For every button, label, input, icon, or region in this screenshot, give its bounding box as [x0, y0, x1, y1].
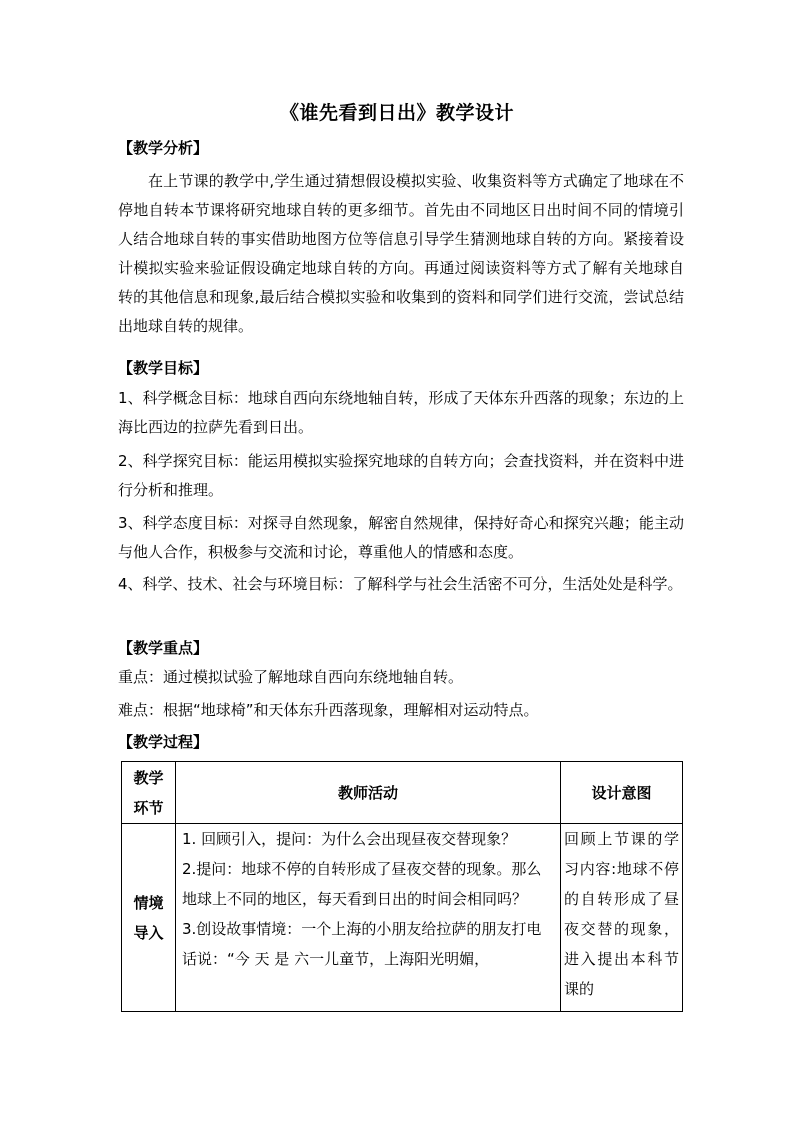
activity-cell — [176, 824, 561, 1012]
goals-heading: 【教学目标】 — [118, 359, 209, 377]
analysis-heading: 【教学分析】 — [118, 139, 209, 157]
stage-cell: 情境导入 — [122, 824, 176, 1012]
goal-item-4: 4、科学、技术、社会与环境目标：了解科学与社会生活密不可分，生活处处是科学。 — [118, 575, 683, 593]
activity-item-1: 1. 回顾引入，提问：为什么会出现昼夜交替现象？ — [182, 830, 517, 848]
key-points-heading: 【教学重点】 — [118, 639, 209, 657]
process-heading: 【教学过程】 — [118, 733, 209, 751]
difficulty-point: 难点：根据“地球椅”和天体东升西落现象，理解相对运动特点。 — [118, 701, 539, 719]
activity-item-3: 3.创设故事情境：一个上海的小朋友给拉萨的朋友打电话说：“今 天 是 六一儿童节，上海阳光明媚， — [182, 920, 542, 968]
document-title: 《谁先看到日出》教学设计 — [279, 102, 514, 124]
process-table — [121, 761, 683, 1012]
header-design-intent: 设计意图 — [561, 762, 683, 824]
header-stage: 教学环节 — [122, 762, 176, 824]
header-teacher-activity: 教师活动 — [176, 762, 561, 824]
analysis-paragraph: 在上节课的教学中,学生通过猜想假设模拟实验、收集资料等方式确定了地球在不停地自转本节课将研究地球自转的更多细节。首先由不同地区日出时间不同的情境引人结合地球自转的事实借助地图方位等信息引导学生猜测地球自转的方向。紧接着设计模拟实验来验证假设确定地球自转的方向。再通过阅读资料等方式了解有关地球自转的其他信息和现象,最后结合模拟实验和收集到的资料和同学们进行交流，尝试总结出地球自转的规律。 — [118, 172, 684, 335]
intent-cell: 回顾上节课的学习内容:地球不停的自转形成了昼夜交替的现象，进入提出本科节课的 — [561, 824, 683, 1012]
key-point: 重点：通过模拟试验了解地球自西向东绕地轴自转。 — [118, 668, 464, 686]
goal-item-3: 3、科学态度目标：对探寻自然现象，解密自然规律，保持好奇心和探究兴趣；能主动与他人合作，积极参与交流和讨论，尊重他人的情感和态度。 — [118, 514, 684, 561]
activity-item-2: 2.提问：地球不停的自转形成了昼夜交替的现象。那么地球上不同的地区，每天看到日出的时间会相同吗？ — [182, 860, 542, 908]
goal-item-2: 2、科学探究目标：能运用模拟实验探究地球的自转方向；会查找资料，并在资料中进行分析和推理。 — [118, 452, 684, 499]
table-row — [122, 824, 683, 1012]
goal-item-1: 1、科学概念目标：地球自西向东绕地轴自转，形成了天体东升西落的现象；东边的上海比西边的拉萨先看到日出。 — [118, 389, 684, 436]
table-header-row — [122, 762, 683, 824]
